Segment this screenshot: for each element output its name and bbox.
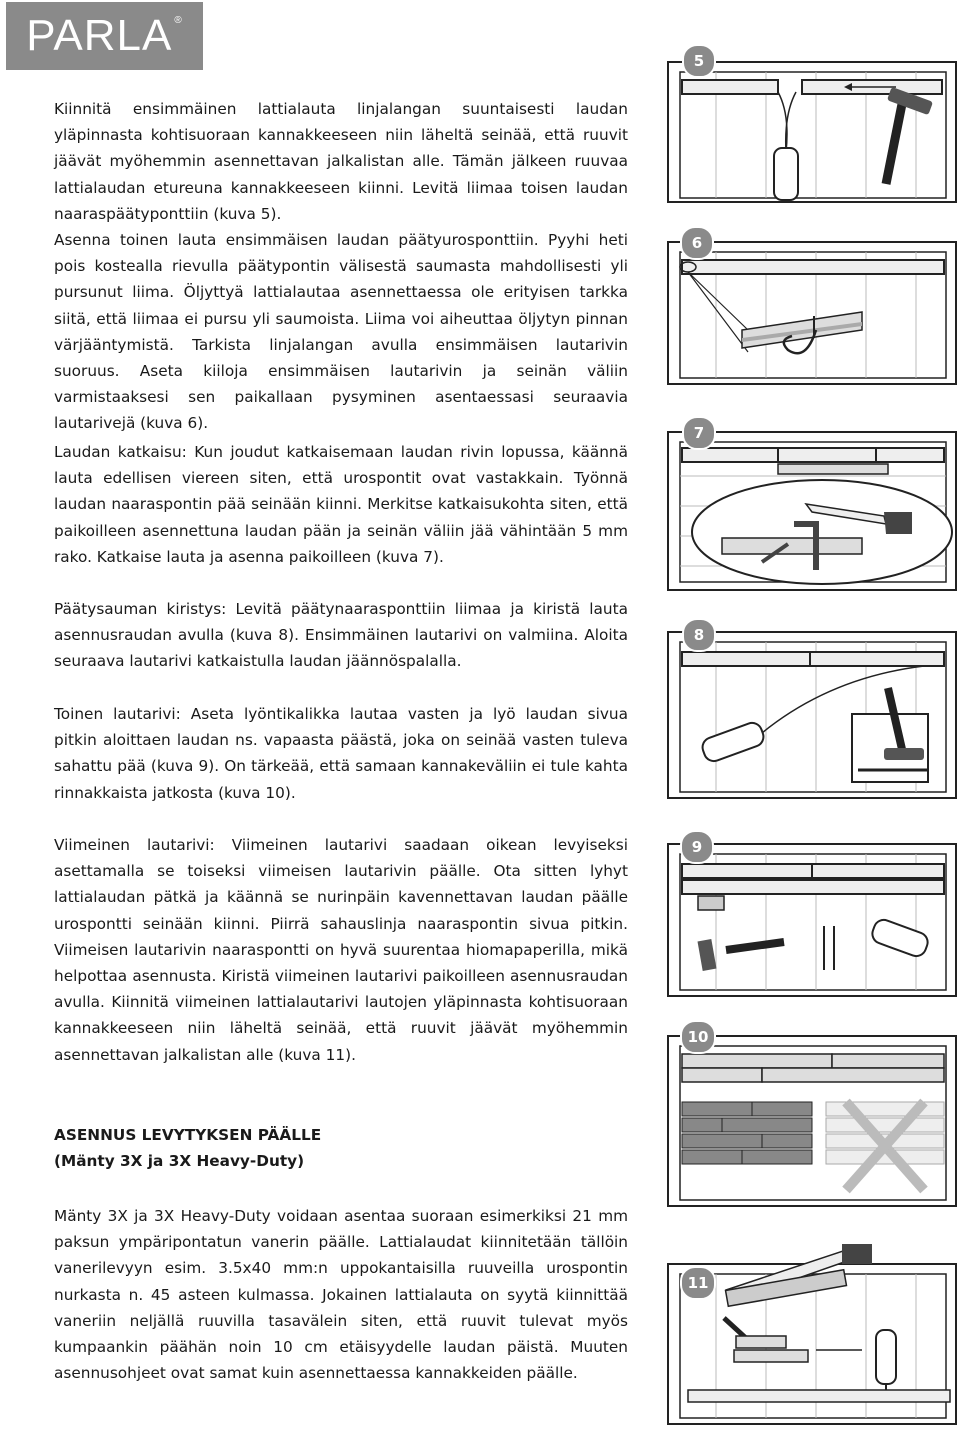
paragraph-last-row: Viimeinen lautarivi: Viimeinen lautarivi saadaan oikean levyiseksi asettamalla se toiseksi viimeisen lautarivin päälle. Ota sitten lyhyt lattialaudan pätkä ja käännä se nurinpäin kavennettavan laudan päälle urospontti seinään kiinni. Piirrä sahauslinja naaraspontin sivua pitkin. Viimeisen lautarivin naaraspontti on hyvä suurentaa hiomapaperilla, mikä helpottaa asennusta. Kiristä viimeinen lautarivi paikoilleen asennusraudan avulla. Kiinnitä viimeinen lattialautarivi lautojen yläpinnasta kohtisuoraan kannakkeeseen niin läheltä seinää, että ruuvit jäävät myöhemmin asennettavan jalkalistan alle (kuva 11). <box>54 836 628 1064</box>
section-cutting <box>54 439 628 570</box>
section-first-board <box>54 96 628 437</box>
paragraph-first-board: Kiinnitä ensimmäinen lattialauta linjalangan suuntaisesti laudan yläpinnasta kohtisuoraan kannakkeeseen niin läheltä seinää, että ruuvit jäävät myöhemmin asennettavan jalkalistan alle. Tämän jälkeen ruuvaa lattialaudan etureuna kannakkeeseen kiinni. Levitä liimaa toisen laudan naaraspäätyponttiin (kuva 5). <box>54 100 628 223</box>
parla-logo <box>6 2 203 70</box>
figure-11 <box>666 1240 958 1426</box>
section-plywood <box>54 1122 628 1174</box>
paragraph-second-board: Asenna toinen lauta ensimmäisen laudan päätyurosponttiin. Pyyhi heti pois kostealla rievulla päätypontin välisestä saumasta mahdollisesti yli pursunut liima. Öljyttyä lattialautaa asennettaessa ole erityisen tarkka siitä, että liimaa ei pursu yli saumoista. Liima voi aiheuttaa öljytyn pinnan värjääntymistä. Tarkista linjalangan avulla ensimmäisen lautarivin suoruus. Aseta kiiloja ensimmäisen lautarivin ja seinän väliin varmistaaksesi sen paikallaan pysyminen asentaessasi seuraavia lautarivejä (kuva 6). <box>54 231 628 433</box>
section-plywood-body <box>54 1203 628 1386</box>
section-heading: ASENNUS LEVYTYKSEN PÄÄLLE <box>54 1126 322 1144</box>
section-subheading: (Mänty 3X ja 3X Heavy-Duty) <box>54 1152 305 1171</box>
figure-8 <box>666 618 958 800</box>
registered-mark: ® <box>174 14 183 26</box>
figure-6-badge: 6 <box>680 226 714 260</box>
paragraph-second-row: Toinen lautarivi: Aseta lyöntikalikka lautaa vasten ja lyö laudan sivua pitkin aloittaen laudan ns. vapaasta päästä, joka on seinää vasten tuleva sahattu pää (kuva 9). On tärkeää, että samaan kannakeväliin ei tule kahta rinnakkaista jatkosta (kuva 10). <box>54 705 628 802</box>
figure-9 <box>666 830 958 998</box>
paragraph-plywood: Mänty 3X ja 3X Heavy-Duty voidaan asentaa suoraan esimerkiksi 21 mm paksun ympäripontatun vanerin päälle. Lattialaudat kiinnitetään tällöin vanerilevyyn esim. 3.5x40 mm:n uppokantaisilla ruuveilla urospontin nurkasta n. 45 asteen kulmassa. Jokainen lattialauta on syytä kiinnittää vaneriin neljällä ruuvilla tasavälein siten, että ruuvit tulevat myös kumpaankin päähän noin 10 cm etäisyydelle laudan päistä. Muuten asennusohjeet ovat samat kuin asennettaessa kannakkeiden päälle. <box>54 1207 628 1383</box>
figure-10 <box>666 1020 958 1208</box>
paragraph-end-joint: Päätysauman kiristys: Levitä päätynaarasponttiin liimaa ja kiristä lauta asennusraudan avulla (kuva 8). Ensimmäinen lautarivi on valmiina. Aloita seuraava lautarivi katkaistulla laudan jäännöspalalla. <box>54 600 628 671</box>
figure-8-badge: 8 <box>682 618 716 652</box>
paragraph-cutting: Laudan katkaisu: Kun joudut katkaisemaan laudan rivin lopussa, käännä lauta edellisen viereen siten, että urospontit ovat vastakkain. Työnnä laudan naaraspontin pää seinään kiinni. Merkitse katkaisukohta siten, että paikoilleen asennettuna laudan pään ja seinän väliin jää vähintään 5 mm rako. Katkaise lauta ja asenna paikoilleen (kuva 7). <box>54 443 628 566</box>
figure-5-badge: 5 <box>682 44 716 78</box>
section-end-joint <box>54 596 628 675</box>
figure-11-badge: 11 <box>680 1266 716 1300</box>
figure-7 <box>666 416 958 592</box>
figure-9-badge: 9 <box>680 830 714 864</box>
section-last-row <box>54 832 628 1068</box>
figure-6 <box>666 226 958 386</box>
logo-text: PARLA <box>26 11 173 60</box>
figure-5 <box>666 44 958 204</box>
figure-7-badge: 7 <box>682 416 716 450</box>
section-second-row <box>54 701 628 806</box>
figure-10-badge: 10 <box>680 1020 716 1054</box>
